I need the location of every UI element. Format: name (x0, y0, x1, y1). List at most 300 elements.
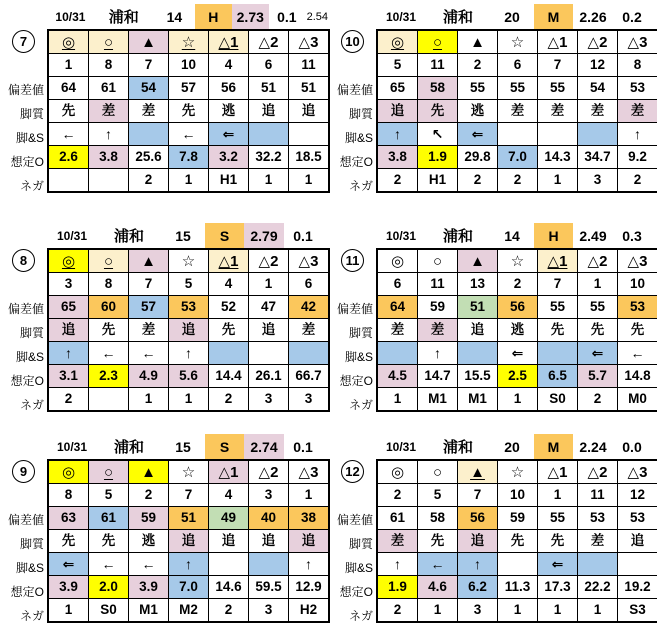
race-block-7 (0, 0, 329, 207)
cell-numbers-7: 1 (289, 484, 330, 507)
cell-nega-1: 2 (377, 599, 418, 623)
cell-kyaku_s-1: ↑ (48, 342, 89, 365)
diff-value: 0.2 (622, 8, 642, 25)
cell-numbers-5: 1 (538, 484, 578, 507)
cell-kyaku_s-4: ⇐ (498, 342, 538, 365)
table-row-kyaku_s (377, 123, 657, 146)
race-index-badge: 12 (341, 460, 364, 483)
cell-symbols-5: △1 (538, 249, 578, 273)
cell-kyaku-1: 先 (48, 100, 89, 123)
cell-hensa-2: 61 (89, 77, 129, 100)
cell-symbols-6: △2 (249, 460, 289, 484)
cell-soutei-7: 18.5 (289, 146, 330, 169)
cell-hensa-4: 55 (498, 77, 538, 100)
cell-nega-2: 1 (418, 599, 458, 623)
cell-numbers-2: 5 (89, 484, 129, 507)
row-label-est-odds: 想定O (10, 584, 44, 599)
cell-kyaku_s-7: ↑ (618, 123, 657, 146)
cell-nega-7: S3 (618, 599, 657, 623)
cell-nega-7: 2 (618, 169, 657, 193)
prediction-table (47, 248, 330, 412)
cell-nega-2: H1 (418, 169, 458, 193)
cell-symbols-1: ◎ (48, 30, 89, 54)
row-label-column (0, 434, 47, 628)
cell-soutei-2: 1.9 (418, 146, 458, 169)
cell-kyaku-2: 差 (89, 100, 129, 123)
cell-soutei-3: 4.9 (129, 365, 169, 388)
race-number: 15 (175, 227, 191, 244)
cell-kyaku-4: 追 (169, 530, 209, 553)
cell-soutei-1: 4.5 (377, 365, 418, 388)
row-label-est-odds: 想定O (10, 154, 44, 169)
cell-kyaku_s-2: ← (418, 553, 458, 576)
cell-symbols-5: △1 (209, 249, 249, 273)
prediction-table (376, 248, 657, 412)
table-row-kyaku_s (48, 342, 329, 365)
cell-hensa-7: 38 (289, 507, 330, 530)
cell-symbols-2: ○ (418, 249, 458, 273)
table-row-soutei (48, 365, 329, 388)
cell-numbers-7: 10 (618, 273, 657, 296)
venue-label: 浦和 (442, 9, 473, 26)
cell-hensa-7: 53 (618, 507, 657, 530)
cell-numbers-2: 11 (418, 54, 458, 77)
cell-numbers-5: 4 (209, 484, 249, 507)
cell-hensa-5: 55 (538, 296, 578, 319)
cell-hensa-3: 51 (458, 296, 498, 319)
cell-hensa-4: 57 (169, 77, 209, 100)
cell-hensa-6: 55 (578, 296, 618, 319)
block-main (376, 223, 657, 418)
cell-symbols-3: ▲ (129, 249, 169, 273)
cell-kyaku-7: 追 (289, 100, 330, 123)
cell-hensa-2: 61 (89, 507, 129, 530)
cell-soutei-2: 14.7 (418, 365, 458, 388)
grade-badge: H (534, 223, 573, 248)
cell-symbols-2: ○ (89, 249, 129, 273)
cell-nega-3: 1 (129, 388, 169, 412)
cell-symbols-6: △2 (249, 249, 289, 273)
block-main (376, 4, 657, 207)
cell-kyaku-3: 追 (458, 530, 498, 553)
cell-soutei-7: 19.2 (618, 576, 657, 599)
cell-nega-5: 2 (209, 599, 249, 623)
cell-nega-6: 1 (249, 169, 289, 193)
cell-numbers-5: 7 (538, 273, 578, 296)
cell-numbers-7: 11 (289, 54, 330, 77)
cell-soutei-5: 14.4 (209, 365, 249, 388)
cell-numbers-4: 7 (169, 484, 209, 507)
cell-hensa-7: 51 (289, 77, 330, 100)
table-row-hensa (48, 77, 329, 100)
cell-hensa-1: 64 (48, 77, 89, 100)
cell-soutei-7: 66.7 (289, 365, 330, 388)
table-row-kyaku_s (48, 123, 329, 146)
cell-soutei-3: 15.5 (458, 365, 498, 388)
cell-kyaku_s-2: ← (89, 342, 129, 365)
cell-kyaku_s-1: ← (48, 123, 89, 146)
row-label-leg-and-s: 脚&S (344, 349, 373, 364)
cell-numbers-4: 5 (169, 273, 209, 296)
cell-kyaku-3: 逃 (129, 530, 169, 553)
table-row-kyaku (377, 319, 657, 342)
cell-soutei-5: 6.5 (538, 365, 578, 388)
cell-kyaku-4: 先 (169, 100, 209, 123)
row-label-runstyle: 脚質 (348, 536, 373, 551)
cell-numbers-2: 11 (418, 273, 458, 296)
row-label-runstyle: 脚質 (19, 536, 44, 551)
row-label-runstyle: 脚質 (348, 106, 373, 121)
block-header (47, 434, 328, 459)
cell-numbers-1: 6 (377, 273, 418, 296)
cell-symbols-1: ◎ (48, 249, 89, 273)
cell-kyaku-6: 先 (578, 319, 618, 342)
cell-kyaku-3: 追 (458, 319, 498, 342)
cell-nega-6: 1 (578, 599, 618, 623)
cell-numbers-1: 2 (377, 484, 418, 507)
cell-nega-3: 2 (458, 169, 498, 193)
block-main (47, 223, 328, 418)
cell-symbols-2: ○ (89, 30, 129, 54)
cell-soutei-1: 3.9 (48, 576, 89, 599)
block-main (47, 434, 328, 628)
odds-value: 2.73 (232, 4, 269, 29)
cell-soutei-7: 14.8 (618, 365, 657, 388)
cell-kyaku-4: 差 (498, 100, 538, 123)
cell-nega-4: 1 (498, 599, 538, 623)
cell-soutei-6: 32.2 (249, 146, 289, 169)
cell-kyaku_s-2: ↑ (418, 342, 458, 365)
odds-value: 2.49 (579, 227, 607, 244)
cell-symbols-6: △2 (578, 30, 618, 54)
block-header (47, 4, 328, 29)
cell-kyaku-7: 差 (289, 319, 330, 342)
cell-numbers-5: 4 (209, 273, 249, 296)
row-label-est-odds: 想定O (339, 584, 373, 599)
cell-nega-7: H2 (289, 599, 330, 623)
cell-hensa-3: 55 (458, 77, 498, 100)
table-row-kyaku_s (377, 553, 657, 576)
odds-value: 2.24 (579, 438, 607, 455)
table-row-nega (377, 169, 657, 193)
table-row-nega (48, 388, 329, 412)
table-row-hensa (377, 296, 657, 319)
race-number: 20 (504, 8, 520, 25)
cell-nega-5: 2 (209, 388, 249, 412)
cell-soutei-6: 59.5 (249, 576, 289, 599)
grade-badge: S (205, 434, 244, 459)
row-label-column (329, 223, 376, 418)
cell-symbols-1: ◎ (48, 460, 89, 484)
diff-value: 0.0 (622, 438, 642, 455)
cell-nega-1: 2 (48, 388, 89, 412)
row-label-deviation: 偏差値 (7, 512, 44, 527)
cell-symbols-7: △3 (289, 460, 330, 484)
table-row-soutei (48, 146, 329, 169)
cell-numbers-4: 6 (498, 54, 538, 77)
cell-soutei-4: 7.0 (498, 146, 538, 169)
cell-nega-2 (89, 169, 129, 193)
row-label-est-odds: 想定O (339, 373, 373, 388)
cell-hensa-4: 53 (169, 296, 209, 319)
cell-numbers-6: 6 (249, 54, 289, 77)
row-label-est-odds: 想定O (339, 154, 373, 169)
race-block-10 (329, 0, 657, 207)
cell-symbols-7: △3 (289, 30, 330, 54)
cell-kyaku-2: 差 (418, 319, 458, 342)
row-label-column (329, 434, 376, 628)
cell-kyaku-4: 逃 (498, 319, 538, 342)
table-row-numbers (377, 54, 657, 77)
row-label-deviation: 偏差値 (336, 512, 373, 527)
table-row-kyaku (48, 530, 329, 553)
row-label-leg-and-s: 脚&S (15, 349, 44, 364)
table-row-kyaku (377, 100, 657, 123)
cell-symbols-2: ○ (418, 30, 458, 54)
prediction-table (376, 459, 657, 623)
cell-hensa-3: 56 (458, 507, 498, 530)
cell-nega-5: 1 (538, 599, 578, 623)
cell-kyaku-5: 先 (209, 319, 249, 342)
cell-kyaku_s-7 (618, 553, 657, 576)
cell-soutei-6: 22.2 (578, 576, 618, 599)
cell-kyaku_s-3: ← (129, 342, 169, 365)
cell-kyaku-5: 先 (538, 319, 578, 342)
cell-kyaku_s-4: ↑ (169, 342, 209, 365)
odds-value: 2.79 (244, 223, 284, 248)
diff-value: 0.3 (622, 227, 642, 244)
race-number: 14 (166, 8, 183, 25)
cell-nega-6: 3 (249, 388, 289, 412)
row-label-column (0, 223, 47, 418)
date-label: 10/31 (56, 439, 88, 454)
cell-hensa-6: 51 (249, 77, 289, 100)
table-row-symbols (48, 249, 329, 273)
cell-symbols-3: ▲ (129, 460, 169, 484)
row-label-deviation: 偏差値 (7, 301, 44, 316)
venue-label: 浦和 (113, 439, 144, 456)
grade-badge: M (534, 434, 573, 459)
date-label: 10/31 (385, 9, 417, 24)
venue-label: 浦和 (108, 9, 139, 26)
cell-kyaku_s-5: ⇐ (209, 123, 249, 146)
cell-kyaku_s-6 (578, 553, 618, 576)
table-row-kyaku (377, 530, 657, 553)
cell-soutei-3: 29.8 (458, 146, 498, 169)
cell-numbers-2: 8 (89, 54, 129, 77)
row-label-negative: ネガ (348, 178, 373, 193)
cell-symbols-3: ▲ (458, 460, 498, 484)
table-row-hensa (377, 77, 657, 100)
row-label-runstyle: 脚質 (19, 106, 44, 121)
cell-nega-4: 1 (498, 388, 538, 412)
cell-kyaku_s-3 (129, 123, 169, 146)
cell-nega-2: M1 (418, 388, 458, 412)
cell-kyaku_s-5 (538, 342, 578, 365)
cell-soutei-6: 26.1 (249, 365, 289, 388)
cell-nega-7: 1 (289, 169, 330, 193)
race-number: 15 (175, 438, 191, 455)
cell-numbers-1: 5 (377, 54, 418, 77)
cell-kyaku_s-6 (249, 123, 289, 146)
cell-kyaku-1: 差 (377, 319, 418, 342)
cell-kyaku_s-2: ↖ (418, 123, 458, 146)
cell-soutei-4: 11.3 (498, 576, 538, 599)
cell-kyaku-1: 追 (377, 100, 418, 123)
cell-kyaku-5: 差 (538, 100, 578, 123)
cell-kyaku_s-5 (538, 123, 578, 146)
cell-kyaku_s-1: ⇐ (48, 553, 89, 576)
table-row-symbols (377, 30, 657, 54)
table-row-soutei (48, 576, 329, 599)
cell-symbols-5: △1 (538, 460, 578, 484)
cell-kyaku_s-1: ↑ (377, 123, 418, 146)
cell-hensa-5: 52 (209, 296, 249, 319)
cell-kyaku-4: 追 (169, 319, 209, 342)
cell-nega-6: 3 (249, 599, 289, 623)
race-number: 20 (504, 438, 520, 455)
cell-kyaku-6: 追 (249, 530, 289, 553)
table-row-nega (377, 388, 657, 412)
race-block-11 (329, 207, 657, 418)
grade-badge: S (205, 223, 244, 248)
cell-kyaku-5: 逃 (209, 100, 249, 123)
cell-hensa-6: 40 (249, 507, 289, 530)
cell-numbers-5: 7 (538, 54, 578, 77)
block-main (47, 4, 328, 207)
cell-hensa-7: 53 (618, 296, 657, 319)
cell-symbols-1: ◎ (377, 249, 418, 273)
table-row-kyaku (48, 319, 329, 342)
block-header (376, 223, 657, 248)
row-label-deviation: 偏差値 (336, 301, 373, 316)
table-row-numbers (48, 484, 329, 507)
row-label-runstyle: 脚質 (348, 325, 373, 340)
cell-numbers-3: 2 (129, 484, 169, 507)
cell-symbols-4: ☆ (169, 30, 209, 54)
cell-soutei-4: 7.8 (169, 146, 209, 169)
cell-soutei-6: 34.7 (578, 146, 618, 169)
cell-numbers-4: 2 (498, 273, 538, 296)
race-number: 14 (504, 227, 520, 244)
race-block-12 (329, 418, 657, 628)
cell-symbols-4: ☆ (169, 460, 209, 484)
cell-soutei-4: 7.0 (169, 576, 209, 599)
cell-kyaku_s-4 (498, 553, 538, 576)
cell-symbols-7: △3 (289, 249, 330, 273)
cell-kyaku_s-5: ⇐ (538, 553, 578, 576)
cell-kyaku-1: 追 (48, 319, 89, 342)
race-index-badge: 9 (12, 460, 35, 483)
cell-kyaku-1: 先 (48, 530, 89, 553)
cell-nega-3: 2 (129, 169, 169, 193)
cell-symbols-6: △2 (578, 460, 618, 484)
cell-hensa-5: 55 (538, 77, 578, 100)
cell-nega-4: M2 (169, 599, 209, 623)
cell-symbols-4: ☆ (498, 460, 538, 484)
cell-nega-2 (89, 388, 129, 412)
row-label-column (0, 4, 47, 207)
venue-label: 浦和 (442, 439, 473, 456)
cell-kyaku-4: 先 (498, 530, 538, 553)
cell-hensa-2: 58 (418, 507, 458, 530)
cell-symbols-6: △2 (578, 249, 618, 273)
cell-numbers-5: 4 (209, 54, 249, 77)
row-label-deviation: 偏差値 (336, 82, 373, 97)
cell-kyaku_s-5 (209, 553, 249, 576)
cell-kyaku-2: 先 (89, 530, 129, 553)
cell-numbers-6: 11 (578, 484, 618, 507)
cell-hensa-1: 63 (48, 507, 89, 530)
cell-kyaku_s-1: ↑ (377, 553, 418, 576)
cell-symbols-7: △3 (618, 30, 657, 54)
cell-symbols-4: ☆ (498, 30, 538, 54)
cell-soutei-5: 17.3 (538, 576, 578, 599)
cell-nega-3: M1 (129, 599, 169, 623)
cell-soutei-4: 2.5 (498, 365, 538, 388)
cell-kyaku_s-5 (209, 342, 249, 365)
prediction-table (47, 29, 330, 193)
cell-kyaku_s-6: ⇐ (578, 342, 618, 365)
extra-value: 2.54 (306, 10, 329, 23)
prediction-table (47, 459, 330, 623)
race-block-8 (0, 207, 329, 418)
cell-nega-3: M1 (458, 388, 498, 412)
cell-numbers-3: 2 (458, 54, 498, 77)
cell-numbers-3: 13 (458, 273, 498, 296)
table-row-kyaku_s (377, 342, 657, 365)
cell-kyaku-6: 追 (249, 319, 289, 342)
cell-nega-4: 1 (169, 169, 209, 193)
table-row-numbers (377, 273, 657, 296)
cell-kyaku-7: 先 (618, 319, 657, 342)
table-row-nega (377, 599, 657, 623)
cell-hensa-6: 54 (578, 77, 618, 100)
cell-numbers-7: 6 (289, 273, 330, 296)
cell-hensa-5: 49 (209, 507, 249, 530)
cell-kyaku-5: 先 (538, 530, 578, 553)
cell-numbers-2: 8 (89, 273, 129, 296)
date-label: 10/31 (385, 439, 417, 454)
cell-kyaku_s-3: ← (129, 553, 169, 576)
cell-symbols-2: ○ (418, 460, 458, 484)
date-label: 10/31 (385, 228, 417, 243)
race-index-badge: 8 (12, 249, 35, 272)
cell-soutei-4: 5.6 (169, 365, 209, 388)
diff-value: 0.1 (293, 227, 313, 244)
cell-nega-5: S0 (538, 388, 578, 412)
cell-soutei-5: 14.6 (209, 576, 249, 599)
odds-value: 2.74 (244, 434, 284, 459)
cell-kyaku-7: 追 (618, 530, 657, 553)
cell-symbols-7: △3 (618, 249, 657, 273)
cell-hensa-1: 64 (377, 296, 418, 319)
cell-hensa-2: 60 (89, 296, 129, 319)
cell-kyaku_s-4 (498, 123, 538, 146)
cell-kyaku_s-3: ↑ (458, 553, 498, 576)
cell-numbers-6: 12 (578, 54, 618, 77)
row-label-negative: ネガ (19, 608, 44, 623)
cell-soutei-1: 2.6 (48, 146, 89, 169)
cell-numbers-1: 8 (48, 484, 89, 507)
cell-kyaku-1: 差 (377, 530, 418, 553)
table-row-nega (48, 169, 329, 193)
cell-kyaku_s-7: ↑ (289, 553, 330, 576)
row-label-leg-and-s: 脚&S (15, 560, 44, 575)
cell-kyaku_s-4: ← (169, 123, 209, 146)
row-label-negative: ネガ (19, 397, 44, 412)
cell-soutei-1: 3.1 (48, 365, 89, 388)
